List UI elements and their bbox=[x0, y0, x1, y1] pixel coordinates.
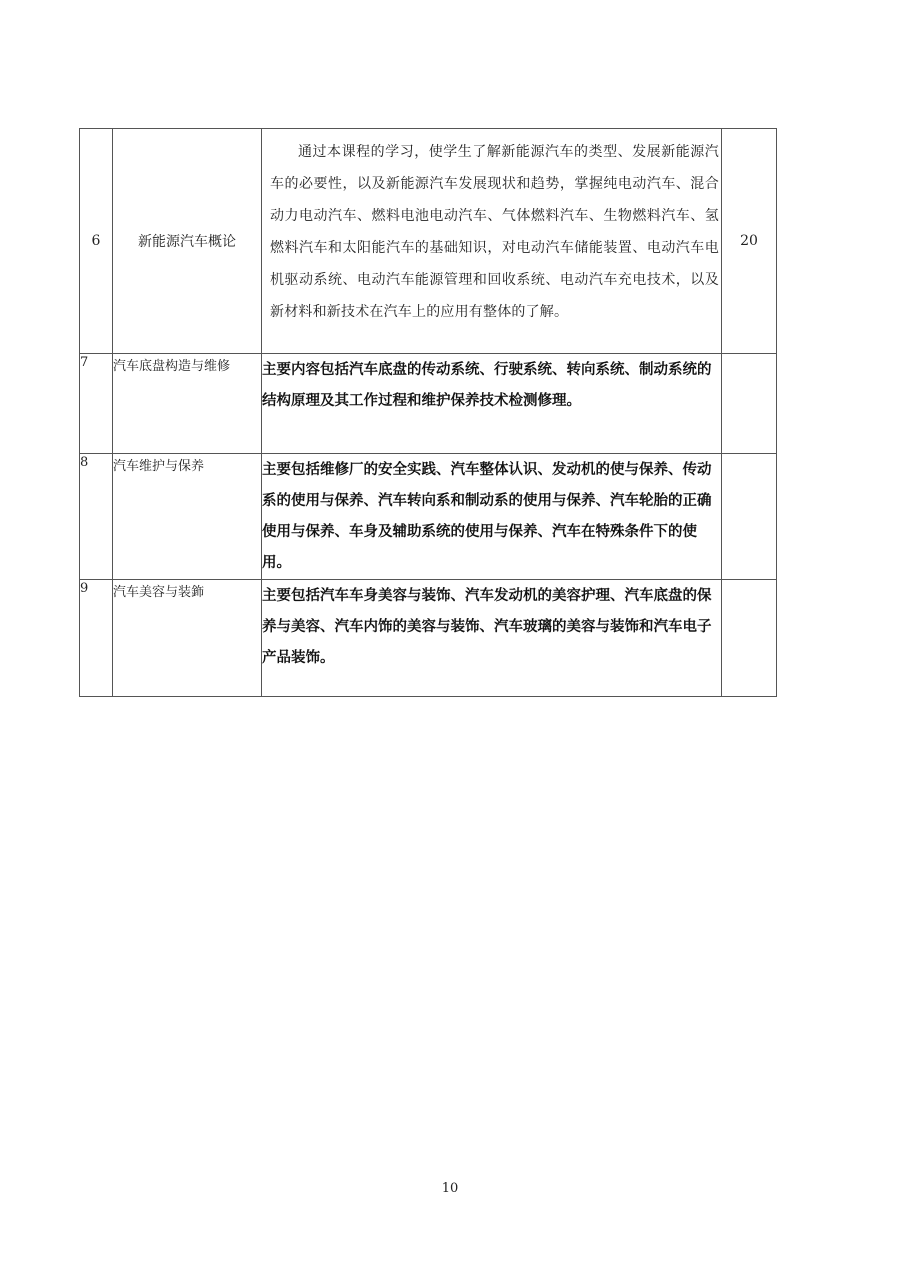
course-name: 新能源汽车概论 bbox=[113, 129, 262, 354]
course-hours bbox=[722, 454, 777, 580]
course-description-cell bbox=[262, 354, 722, 454]
table-row bbox=[80, 580, 777, 697]
course-name: 汽车维护与保养 bbox=[113, 454, 262, 580]
course-name: 汽车底盘构造与维修 bbox=[113, 354, 262, 454]
course-hours bbox=[722, 354, 777, 454]
course-hours bbox=[722, 580, 777, 697]
course-description: 通过本课程的学习，使学生了解新能源汽车的类型、发展新能源汽车的必要性，以及新能源汽车发展现状和趋势，掌握纯电动汽车、混合动力电动汽车、燃料电池电动汽车、气体燃料汽车、生物燃料汽车、氢燃料汽车和太阳能汽车的基础知识，对电动汽车储能装置、电动汽车电机驱动系统、电动汽车能源管理和回收系统、电动汽车充电技术，以及新材料和新技术在汽车上的应用有整体的了解。 bbox=[270, 144, 719, 320]
course-description: 主要包括维修厂的安全实践、汽车整体认识、发动机的使与保养、传动系的使用与保养、汽车转向系和制动系的使用与保养、汽车轮胎的正确使用与保养、车身及辅助系统的使用与保养、汽车在特殊条件下的使用。 bbox=[262, 462, 712, 571]
course-description-cell bbox=[262, 580, 722, 697]
course-number: 6 bbox=[80, 129, 113, 354]
course-number: 8 bbox=[80, 454, 113, 580]
table-row bbox=[80, 454, 777, 580]
course-number: 9 bbox=[80, 580, 113, 697]
course-description-cell bbox=[262, 129, 722, 354]
course-description-cell bbox=[262, 454, 722, 580]
course-description: 主要包括汽车车身美容与装饰、汽车发动机的美容护理、汽车底盘的保养与美容、汽车内饰的美容与装饰、汽车玻璃的美容与装饰和汽车电子产品装饰。 bbox=[262, 588, 712, 666]
course-description: 主要内容包括汽车底盘的传动系统、行驶系统、转向系统、制动系统的结构原理及其工作过程和维护保养技术检测修理。 bbox=[262, 362, 712, 409]
course-name: 汽车美容与装鉓 bbox=[113, 580, 262, 697]
table-row bbox=[80, 129, 777, 354]
course-hours: 20 bbox=[722, 129, 777, 354]
page-number: 10 bbox=[441, 1181, 459, 1196]
table-row bbox=[80, 354, 777, 454]
course-table bbox=[79, 128, 777, 697]
course-number: 7 bbox=[80, 354, 113, 454]
